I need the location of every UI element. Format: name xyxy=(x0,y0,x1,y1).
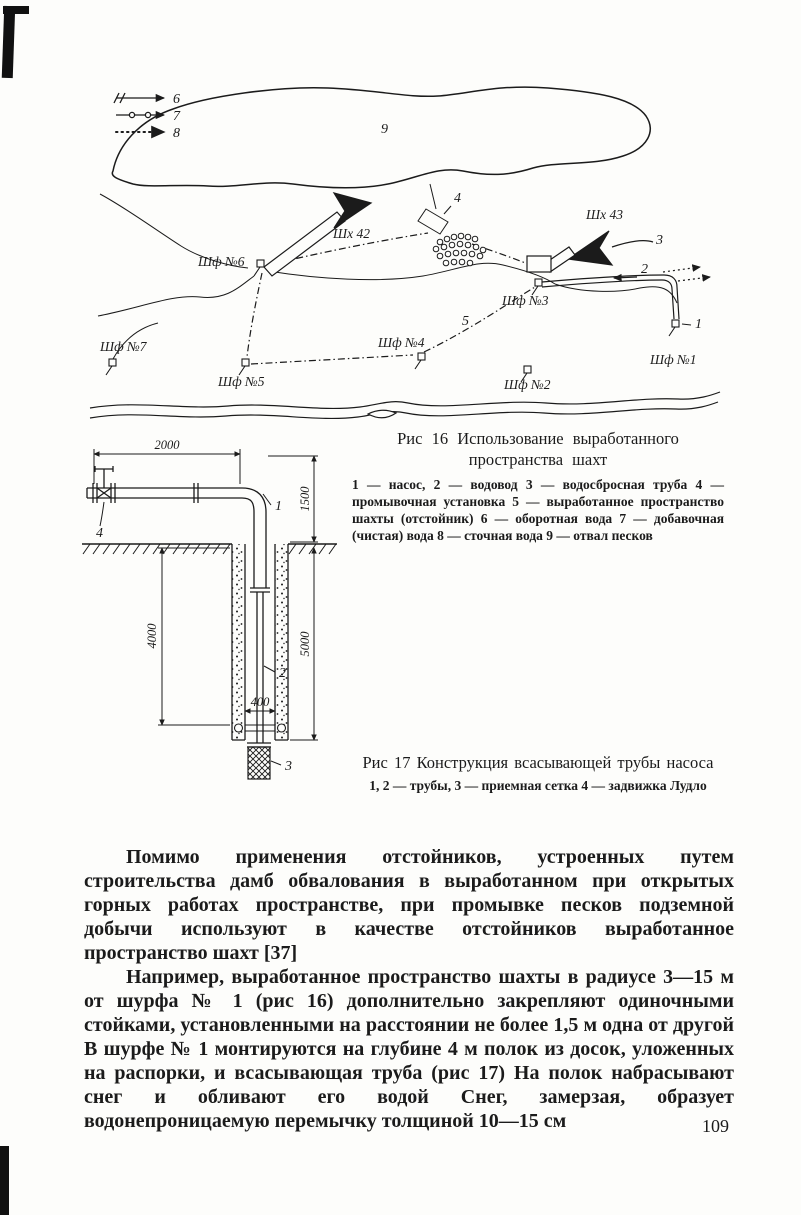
part-label-3: 3 xyxy=(285,759,292,774)
legend-label-7: 7 xyxy=(173,109,180,124)
map-label-pt3: 3 xyxy=(656,233,663,248)
map-label-pt4: 4 xyxy=(454,191,461,206)
map-legend xyxy=(114,93,164,132)
map-label-pt2: 2 xyxy=(641,262,648,277)
dim-1500-label: 1500 xyxy=(298,486,312,512)
ground-surface xyxy=(82,544,337,554)
map-label-dump: 9 xyxy=(381,122,388,137)
figure-16-caption-title: Рис 16 Использование выработанного пространства шахт xyxy=(397,429,679,469)
part3-leader xyxy=(271,761,281,765)
figure-17-caption xyxy=(352,752,724,794)
dim-5000-label: 5000 xyxy=(298,631,312,657)
dim-2000 xyxy=(94,449,240,484)
intake-strainer xyxy=(247,743,271,779)
dim-2000-label: 2000 xyxy=(154,438,180,452)
water-conduit-lines xyxy=(542,267,710,319)
figure-17-drawing xyxy=(82,438,337,818)
map-label-shaft42: Шх 42 xyxy=(333,226,370,241)
map-label-pt1: 1 xyxy=(695,317,702,332)
figure-17-caption-title: Рис 17 Конструкция всасывающей трубы насоса xyxy=(362,753,714,772)
stream-lines xyxy=(90,392,720,418)
map-label-shaft43: Шх 43 xyxy=(586,207,623,222)
body-paragraph-1: Помимо применения отстойников, устроенных путем строительства дамб обвалования в выработанном при открытых горных работах пространстве, при промывке песков подземной добычи используют в качестве отстойников выработанное пространство шахт [37] xyxy=(84,846,734,964)
scan-artifact-bottom-left xyxy=(0,1146,9,1215)
map-label-shf6: Шф №6 xyxy=(198,254,245,269)
part-label-2: 2 xyxy=(279,666,286,681)
sand-dump-outline xyxy=(112,87,650,188)
figure-16-map xyxy=(78,76,723,431)
figure-16-caption xyxy=(352,428,724,544)
part-label-4: 4 xyxy=(96,526,103,541)
figure-17-caption-legend: 1, 2 — трубы, 3 — приемная сетка 4 — задвижка Лудло xyxy=(369,778,707,793)
dim-400-label: 400 xyxy=(250,695,270,709)
page-number: 109 xyxy=(702,1116,729,1136)
map-label-shf1: Шф №1 xyxy=(650,352,697,367)
legend-label-8: 8 xyxy=(173,126,180,141)
map-label-shf2: Шф №2 xyxy=(504,377,551,392)
dim-4000-label: 4000 xyxy=(145,623,159,649)
map-label-shf7: Шф №7 xyxy=(100,339,147,354)
part2-leader xyxy=(264,666,275,672)
pt1-leader xyxy=(682,324,691,325)
map-label-shf4: Шф №4 xyxy=(378,335,425,350)
dim-4000 xyxy=(158,548,230,725)
scan-artifact-top-left-2 xyxy=(3,6,29,14)
body-paragraph-2: Например, выработанное пространство шахты в радиусе 3—15 м от шурфа № 1 (рис 16) дополнительно закрепляют одиночными стойками, установленными на расстоянии не более 1,5 м одна от другой В шурфе № 1 монтируются на глубине 4 м полок из досок, уложенных на распорки, и всасывающая труба (рис 17) На полок набрасывают снег и обливают его водой Снег, замерзая, образует водонепроницаемую перемычку толщиной 10—15 см xyxy=(84,966,734,1132)
map-label-pt5: 5 xyxy=(462,314,469,329)
part-label-1: 1 xyxy=(275,499,282,514)
shaft-43-symbol xyxy=(527,231,653,272)
figure-16-caption-legend: 1 — насос, 2 — водовод 3 — водосбросная труба 4 — промывочная установка 5 — выработанное пространство шахты (отстойник) 6 — оборотная вода 7 — добавочная (чистая) вода 8 — сточная вода 9 — отвал песков xyxy=(352,477,724,543)
body-text xyxy=(84,845,734,1133)
map-label-shf3: Шф №3 xyxy=(502,293,549,308)
scan-artifact-top-left xyxy=(2,6,16,78)
map-label-shf5: Шф №5 xyxy=(218,374,265,389)
ludlo-valve-symbol xyxy=(87,466,116,526)
washing-unit-symbol xyxy=(418,206,486,266)
horizontal-pipe xyxy=(116,483,266,512)
legend-label-6: 6 xyxy=(173,92,180,107)
